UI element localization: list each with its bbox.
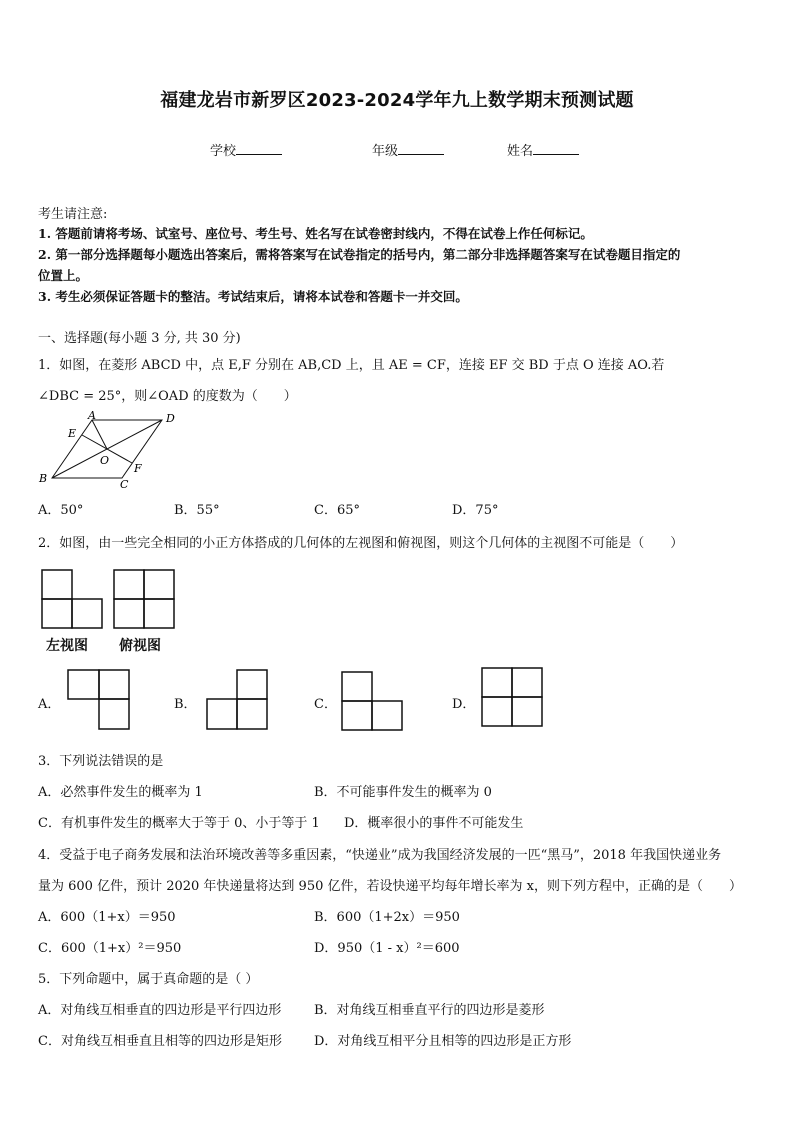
- q5-option-a: A．对角线互相垂直的四边形是平行四边形: [38, 1003, 282, 1018]
- label-o: O: [100, 454, 110, 467]
- name-label: 姓名: [507, 144, 534, 159]
- q4-text-line2: 量为 600 亿件，预计 2020 年快递量将达到 950 亿件，若设快递平均每年增长率为 x，则下列方程中，正确的是（ ）: [38, 879, 742, 894]
- left-view-label: 左视图: [46, 638, 88, 654]
- q2-option-c-figure: [340, 670, 404, 732]
- top-view-label: 俯视图: [119, 638, 161, 654]
- label-e: E: [68, 427, 77, 440]
- school-blank: [236, 142, 282, 155]
- school-field: [210, 140, 282, 159]
- label-a: A: [88, 410, 96, 422]
- q2-option-d-label: D．: [452, 697, 476, 712]
- q2-option-b-figure: [205, 668, 269, 732]
- notice-item-1: 1. 答题前请将考场、试室号、座位号、考生号、姓名写在试卷密封线内，不得在试卷上作任何标记。: [38, 226, 593, 241]
- grade-label: 年级: [372, 144, 399, 159]
- label-c: C: [120, 478, 129, 491]
- q4-text-line1: 4．受益于电子商务发展和法治环境改善等多重因素，“快递业”成为我国经济发展的一匹“黑马”，2018 年我国快递业务: [38, 848, 722, 863]
- q4-option-b: B．600（1+2x）＝950: [314, 910, 460, 925]
- q3-option-c: C．有机事件发生的概率大于等于 0、小于等于 1: [38, 816, 320, 831]
- page-title: 福建龙岩市新罗区2023-2024学年九上数学期末预测试题: [160, 90, 634, 111]
- q5-option-b: B．对角线互相垂直平行的四边形是菱形: [314, 1003, 545, 1018]
- q1-option-d: D．75°: [452, 503, 499, 518]
- left-view-figure: [40, 568, 104, 630]
- q2-option-c-label: C．: [314, 697, 337, 712]
- q4-option-d: D．950（1 - x）²＝600: [314, 941, 460, 956]
- q4-option-a: A．600（1+x）＝950: [38, 910, 176, 925]
- q1-option-b: B．55°: [174, 503, 220, 518]
- q3-option-d: D．概率很小的事件不可能发生: [344, 816, 524, 831]
- q5-option-d: D．对角线互相平分且相等的四边形是正方形: [314, 1034, 572, 1049]
- q3-option-b: B．不可能事件发生的概率为 0: [314, 785, 492, 800]
- q3-option-a: A．必然事件发生的概率为 1: [38, 785, 203, 800]
- q3-text: 3．下列说法错误的是: [38, 754, 164, 769]
- q2-option-a-figure: [67, 668, 131, 732]
- q5-text: 5．下列命题中，属于真命题的是（ ）: [38, 972, 259, 987]
- notice-item-3: 3. 考生必须保证答题卡的整洁。考试结束后，请将本试卷和答题卡一并交回。: [38, 289, 468, 304]
- notice-item-2: 2. 第一部分选择题每小题选出答案后，需将答案写在试卷指定的括号内，第二部分非选择题答案写在试卷题目指定的: [38, 247, 681, 262]
- q2-option-a-label: A．: [38, 697, 61, 712]
- label-d: D: [166, 412, 175, 425]
- school-label: 学校: [210, 144, 237, 159]
- top-view-figure: [112, 568, 176, 630]
- grade-blank: [398, 142, 444, 155]
- q2-text: 2．如图，由一些完全相同的小正方体搭成的几何体的左视图和俯视图，则这个几何体的主视图不可能是（ ）: [38, 536, 684, 551]
- section-heading: 一、选择题(每小题 3 分, 共 30 分): [38, 331, 241, 346]
- label-b: B: [39, 472, 48, 485]
- notice-item-2-cont: 位置上。: [38, 268, 89, 283]
- q1-option-a: A．50°: [38, 503, 84, 518]
- label-f: F: [134, 462, 142, 475]
- q1-text-line2: ∠DBC = 25°，则∠OAD 的度数为（ ）: [38, 389, 297, 404]
- grade-field: [372, 140, 444, 159]
- q5-option-c: C．对角线互相垂直且相等的四边形是矩形: [38, 1034, 282, 1049]
- q2-option-d-figure: [480, 666, 544, 728]
- name-blank: [533, 142, 579, 155]
- name-field: [507, 140, 579, 159]
- q1-option-c: C．65°: [314, 503, 360, 518]
- q4-option-c: C．600（1+x）²＝950: [38, 941, 182, 956]
- rhombus-figure: [36, 410, 186, 492]
- notice-heading: 考生请注意:: [38, 207, 108, 222]
- q2-option-b-label: B．: [174, 697, 197, 712]
- q1-text-line1: 1．如图，在菱形 ABCD 中，点 E,F 分别在 AB,CD 上，且 AE = CF，连接 EF 交 BD 于点 O 连接 AO.若: [38, 358, 665, 373]
